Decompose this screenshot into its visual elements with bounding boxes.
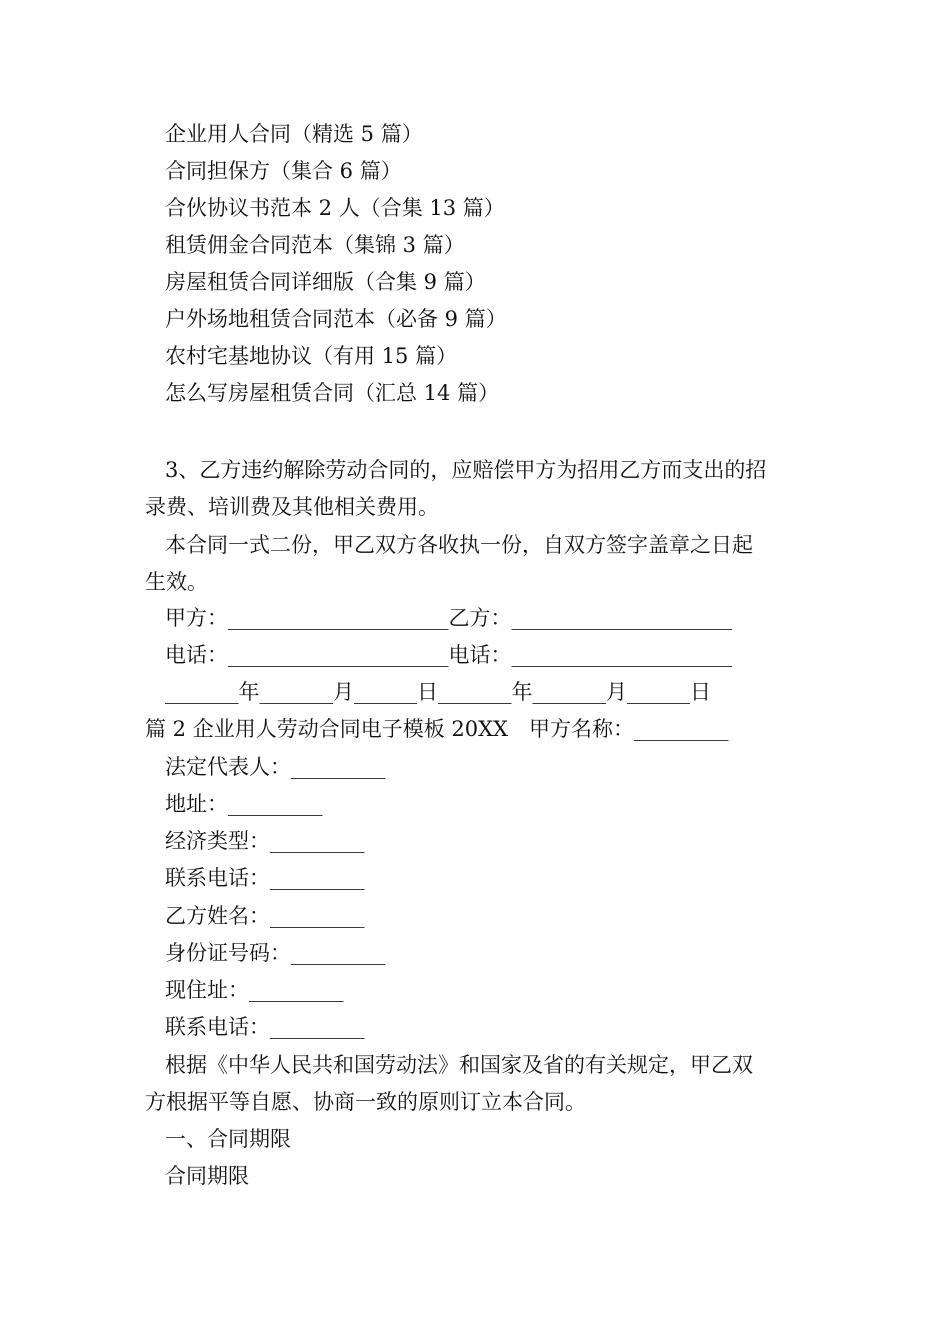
section-heading: 一、合同期限 xyxy=(165,1127,291,1151)
clause-3-line-1: 3、乙方违约解除劳动合同的，应赔偿甲方为招用乙方而支出的招 xyxy=(165,458,767,482)
copies-clause-line-1: 本合同一式二份，甲乙双方各收执一份，自双方签字盖章之日起 xyxy=(165,533,753,557)
field-phone-b: 联系电话：_________ xyxy=(165,1015,365,1039)
related-link[interactable]: 怎么写房屋租赁合同（汇总 14 篇） xyxy=(165,381,500,405)
copies-clause-line-2: 生效。 xyxy=(145,570,208,594)
article-2-heading: 篇 2 企业用人劳动合同电子模板 20XX 甲方名称：_________ xyxy=(145,717,729,741)
related-link[interactable]: 房屋租赁合同详细版（合集 9 篇） xyxy=(165,270,486,294)
field-address: 地址：_________ xyxy=(165,792,323,816)
related-link[interactable]: 合伙协议书范本 2 人（合集 13 篇） xyxy=(165,196,505,220)
clause-3-line-2: 录费、培训费及其他相关费用。 xyxy=(145,495,439,519)
related-link[interactable]: 租赁佣金合同范本（集锦 3 篇） xyxy=(165,233,465,257)
basis-line-2: 方根据平等自愿、协商一致的原则订立本合同。 xyxy=(145,1090,586,1114)
phone-line: 电话：_____________________电话：_____________________ xyxy=(165,643,732,667)
basis-line-1: 根据《中华人民共和国劳动法》和国家及省的有关规定，甲乙双 xyxy=(165,1053,753,1077)
related-link[interactable]: 农村宅基地协议（有用 15 篇） xyxy=(165,344,458,368)
section-subheading: 合同期限 xyxy=(165,1164,249,1188)
field-current-address: 现住址：_________ xyxy=(165,978,344,1002)
related-link[interactable]: 企业用人合同（精选 5 篇） xyxy=(165,122,423,146)
related-link[interactable]: 合同担保方（集合 6 篇） xyxy=(165,159,402,183)
field-id-number: 身份证号码：_________ xyxy=(165,941,386,965)
party-signature-line: 甲方：_____________________乙方：_____________________ xyxy=(165,606,732,630)
field-phone: 联系电话：_________ xyxy=(165,866,365,890)
related-link[interactable]: 户外场地租赁合同范本（必备 9 篇） xyxy=(165,307,507,331)
date-line: _______年_______月______日_______年_______月______日 xyxy=(165,680,711,704)
field-legal-representative: 法定代表人：_________ xyxy=(165,755,386,779)
field-party-b-name: 乙方姓名：_________ xyxy=(165,904,365,928)
field-economic-type: 经济类型：_________ xyxy=(165,829,365,853)
